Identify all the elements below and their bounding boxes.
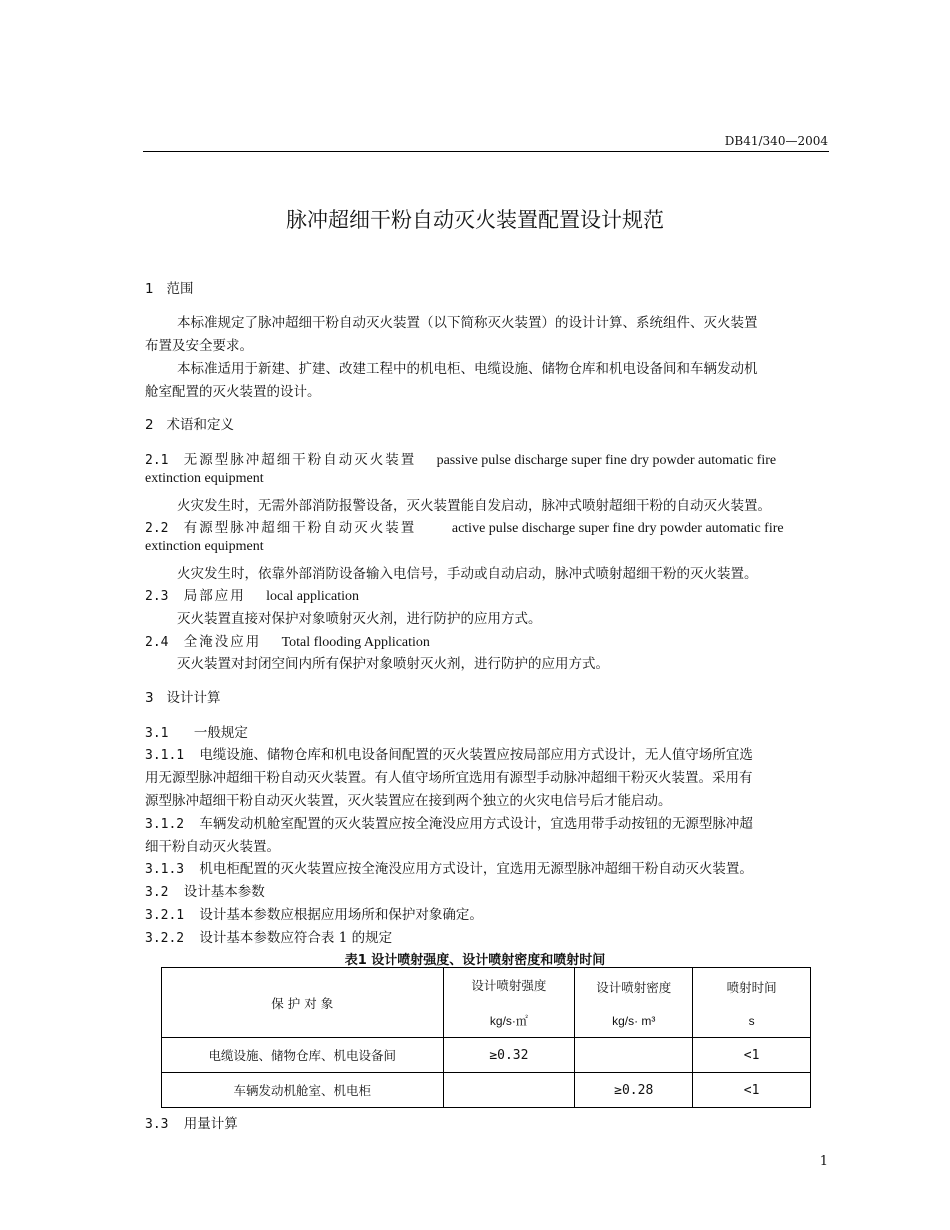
clause-title: 设计基本参数 (183, 884, 265, 900)
clause-number: 2.1 (145, 453, 169, 468)
table-row (162, 1073, 811, 1108)
clause-number: 3.3 (145, 1117, 169, 1132)
clause-number: 2.3 (145, 589, 169, 604)
section-title: 术语和定义 (166, 417, 234, 433)
term-definition: 灭火装置直接对保护对象喷射灭火剂，进行防护的应用方式。 (177, 611, 542, 627)
paragraph-line: 舱室配置的灭火装置的设计。 (145, 384, 321, 400)
term-2-3 (145, 584, 359, 605)
paragraph-line: 本标准规定了脉冲超细干粉自动灭火装置（以下简称灭火装置）的设计计算、系统组件、灭火装置 (177, 315, 758, 331)
clause-3-1 (145, 721, 248, 741)
term-definition: 火灾发生时，依靠外部消防设备输入电信号，手动或自动启动，脉冲式喷射超细干粉的灭火装置。 (177, 566, 758, 582)
cell-intensity: ≥0.32 (443, 1038, 575, 1073)
cell-density: ≥0.28 (575, 1073, 693, 1108)
cell-time: <1 (693, 1073, 811, 1108)
term-2-4 (145, 630, 430, 651)
section-title: 范围 (166, 281, 194, 297)
term-english: active pulse discharge super fine dry powder automatic fire (451, 521, 784, 536)
clause-text: 用无源型脉冲超细干粉自动灭火装置。有人值守场所宜选用有源型手动脉冲超细干粉灭火装置。采用有 (145, 770, 753, 786)
clause-3-2-1 (145, 903, 483, 923)
clause-text: 细干粉自动灭火装置。 (145, 839, 280, 855)
clause-number: 2.2 (145, 521, 169, 536)
cell-intensity (443, 1073, 575, 1108)
section-number: 1 (145, 281, 154, 297)
header-label: 设计喷射密度 (596, 979, 672, 995)
paragraph-line: 布置及安全要求。 (145, 338, 253, 354)
section-number: 3 (145, 690, 154, 706)
section-1-heading (145, 277, 193, 297)
clause-number: 3.1.1 (145, 748, 185, 763)
term-chinese: 局部应用 (183, 588, 246, 604)
clause-text: 设计基本参数应根据应用场所和保护对象确定。 (199, 907, 483, 923)
clause-number: 3.2.2 (145, 931, 185, 946)
header-time (693, 968, 811, 1038)
section-2-heading (145, 413, 234, 433)
term-2-1 (145, 448, 776, 469)
term-english-cont: extinction equipment (145, 539, 264, 554)
header-rule (143, 151, 829, 152)
term-definition: 灭火装置对封闭空间内所有保护对象喷射灭火剂，进行防护的应用方式。 (177, 656, 609, 672)
parameter-table (161, 967, 811, 1108)
clause-3-2 (145, 880, 265, 900)
term-english: Total flooding Application (281, 635, 430, 650)
section-number: 2 (145, 417, 154, 433)
clause-3-1-2 (145, 812, 753, 832)
clause-number: 3.2.1 (145, 908, 185, 923)
clause-text: 机电柜配置的灭火装置应按全淹没应用方式设计，宜选用无源型脉冲超细干粉自动灭火装置。 (199, 861, 753, 877)
cell-object: 车辆发动机舱室、机电柜 (162, 1073, 444, 1108)
section-title: 设计计算 (166, 690, 221, 706)
term-chinese: 有源型脉冲超细干粉自动灭火装置 (183, 520, 417, 536)
header-label: 设计喷射强度 (471, 978, 547, 993)
header-intensity (443, 968, 575, 1038)
clause-text: 电缆设施、储物仓库和机电设备间配置的灭火装置应按局部应用方式设计，无人值守场所宜选 (199, 747, 753, 763)
term-english: local application (266, 589, 360, 604)
clause-text: 设计基本参数应符合表 1 的规定 (199, 930, 393, 946)
header-label: 喷射时间 (726, 979, 777, 995)
clause-title: 用量计算 (183, 1116, 238, 1132)
standard-number: DB41/340—2004 (724, 134, 828, 148)
table-header-row (162, 968, 811, 1038)
clause-3-3 (145, 1112, 238, 1132)
term-chinese: 全淹没应用 (183, 634, 262, 650)
term-2-2 (145, 516, 784, 537)
header-unit: s (748, 1013, 755, 1028)
cell-time: <1 (693, 1038, 811, 1073)
document-title: 脉冲超细干粉自动灭火装置配置设计规范 (286, 208, 664, 232)
clause-number: 3.2 (145, 885, 169, 900)
cell-density (575, 1038, 693, 1073)
clause-number: 3.1.2 (145, 817, 185, 832)
clause-text: 车辆发动机舱室配置的灭火装置应按全淹没应用方式设计，宜选用带手动按钮的无源型脉冲超 (199, 816, 753, 832)
header-unit: kg/s· m³ (612, 1013, 656, 1028)
clause-text: 源型脉冲超细干粉自动灭火装置，灭火装置应在接到两个独立的火灾电信号后才能启动。 (145, 793, 672, 809)
clause-number: 3.1.3 (145, 862, 185, 877)
page-number: 1 (819, 1154, 828, 1169)
clause-number: 2.4 (145, 635, 169, 650)
header-unit: kg/s·㎡ (489, 1014, 528, 1028)
term-english-cont: extinction equipment (145, 471, 264, 486)
clause-3-1-3 (145, 857, 753, 877)
table-caption: 表1 设计喷射强度、设计喷射密度和喷射时间 (344, 953, 606, 968)
clause-title: 一般规定 (193, 725, 248, 741)
header-protected-object: 保 护 对 象 (162, 968, 444, 1038)
paragraph-line: 本标准适用于新建、扩建、改建工程中的机电柜、电缆设施、储物仓库和机电设备间和车辆发动机 (177, 361, 758, 377)
table-row (162, 1038, 811, 1073)
term-definition: 火灾发生时，无需外部消防报警设备，灭火装置能自发启动，脉冲式喷射超细干粉的自动灭火装置。 (177, 498, 771, 514)
section-3-heading (145, 686, 220, 706)
term-chinese: 无源型脉冲超细干粉自动灭火装置 (183, 452, 417, 468)
clause-3-1-1 (145, 743, 753, 763)
clause-number: 3.1 (145, 726, 169, 741)
term-english: passive pulse discharge super fine dry powder automatic fire (436, 453, 777, 468)
header-density (575, 968, 693, 1038)
cell-object: 电缆设施、储物仓库、机电设备间 (162, 1038, 444, 1073)
clause-3-2-2 (145, 926, 392, 946)
